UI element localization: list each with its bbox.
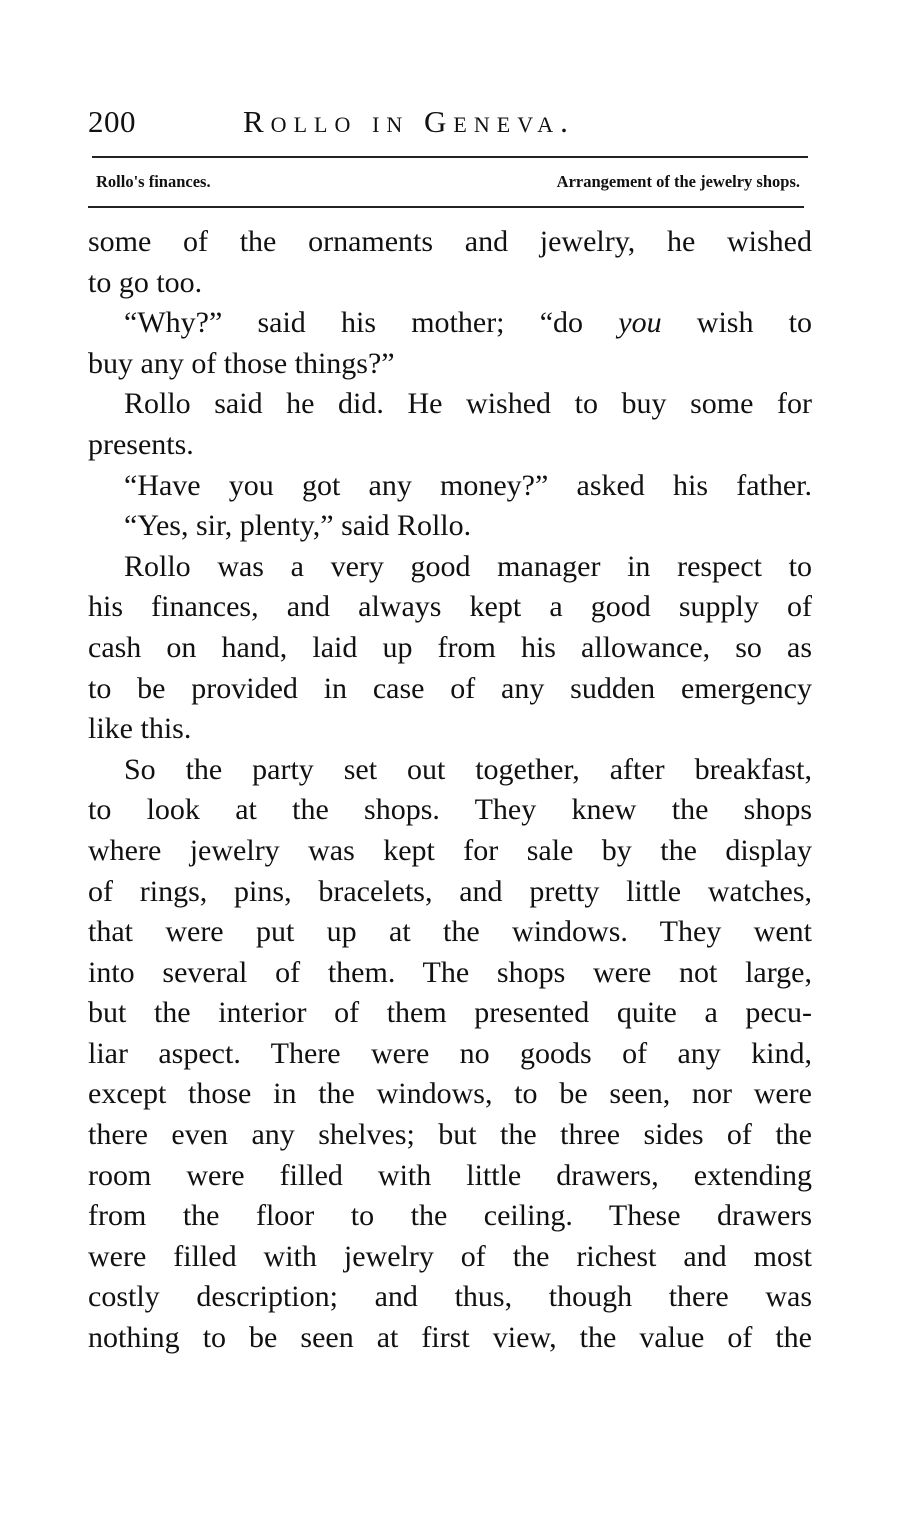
text-line: some of the ornaments and jewelry, he wished (88, 225, 812, 258)
text-segment: “Why?” said his mother; “do (124, 306, 619, 340)
text-line: into several of them. The shops were not large, (88, 955, 812, 989)
text-line: but the interior of them presented quite a pecu- (88, 996, 812, 1030)
body-text (88, 222, 812, 1359)
text-line: where jewelry was kept for sale by the display (88, 833, 812, 867)
subhead-left: Rollo's finances. (96, 172, 211, 191)
text-line: were filled with jewelry of the richest and most (88, 1239, 812, 1273)
text-line: liar aspect. There were no goods of any kind, (88, 1036, 812, 1070)
text-line: presents. (88, 427, 194, 461)
text-line: So the party set out together, after breakfast, (124, 752, 812, 786)
text-line: costly description; and thus, though there was (88, 1280, 812, 1314)
book-title: Rollo in Geneva. (243, 104, 575, 139)
text-line: there even any shelves; but the three sides of the (88, 1118, 812, 1152)
text-line: to go too. (88, 265, 203, 299)
text-segment: wish to (661, 306, 812, 340)
top-rule (92, 156, 808, 158)
text-line: “Yes, sir, plenty,” said Rollo. (124, 509, 472, 543)
page (88, 96, 812, 156)
text-line: that were put up at the windows. They went (88, 915, 812, 949)
text-line: his finances, and always kept a good supply of (88, 590, 812, 624)
bottom-rule (88, 206, 804, 208)
text-line: to look at the shops. They knew the shops (88, 793, 812, 827)
running-head (88, 96, 812, 156)
text-line: nothing to be seen at first view, the value of the (88, 1321, 812, 1355)
text-line: Rollo was a very good manager in respect to (124, 549, 812, 583)
text-line: room were filled with little drawers, extending (88, 1158, 812, 1192)
page-number: 200 (88, 104, 136, 139)
text-line: like this. (88, 712, 192, 746)
text-line (88, 303, 812, 344)
text-line: Rollo said he did. He wished to buy some for (124, 387, 812, 421)
text-line: “Have you got any money?” asked his father. (124, 468, 812, 502)
emphasis-text: you (618, 306, 662, 340)
subhead-right: Arrangement of the jewelry shops. (556, 172, 800, 191)
text-line: cash on hand, laid up from his allowance, so as (88, 630, 812, 664)
text-line: of rings, pins, bracelets, and pretty little watches, (88, 874, 812, 908)
text-line: to be provided in case of any sudden emergency (88, 671, 812, 705)
text-line: except those in the windows, to be seen, nor were (88, 1077, 812, 1111)
text-line: from the floor to the ceiling. These drawers (88, 1199, 812, 1233)
text-line: buy any of those things?” (88, 346, 395, 380)
